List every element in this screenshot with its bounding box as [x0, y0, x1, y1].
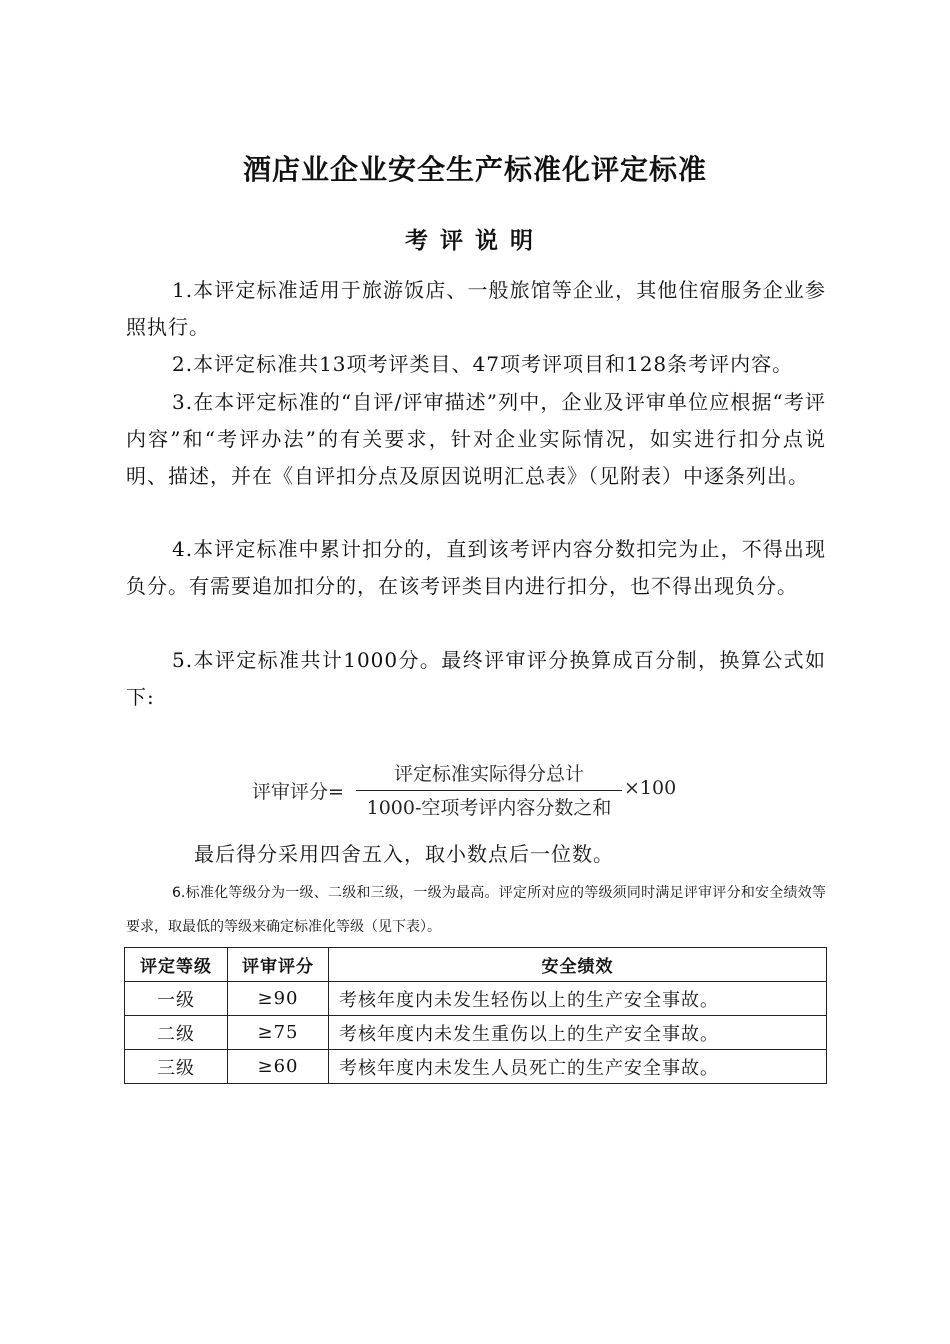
cell-performance: 考核年度内未发生轻伤以上的生产安全事故。 — [329, 982, 827, 1016]
formula-rhs: ×100 — [624, 777, 677, 799]
cell-score: ≥60 — [228, 1050, 329, 1084]
paragraph-3: 3.在本评定标准的“自评/评审描述”列中，企业及评审单位应根据“考评内容”和“考评办法”的有关要求，针对企业实际情况，如实进行扣分点说明、描述，并在《自评扣分点及原因说明汇总表》（见附表）中逐条列出。 — [126, 390, 826, 488]
header-performance: 安全绩效 — [329, 948, 827, 982]
table-row — [125, 1016, 827, 1050]
fraction-bar — [356, 790, 622, 791]
table-row — [125, 982, 827, 1016]
paragraph-4: 4.本评定标准中累计扣分的，直到该考评内容分数扣完为止，不得出现负分。有需要追加扣分的，在该考评类目内进行扣分，也不得出现负分。 — [126, 537, 826, 598]
cell-grade: 二级 — [125, 1016, 228, 1050]
cell-performance: 考核年度内未发生人员死亡的生产安全事故。 — [329, 1050, 827, 1084]
rounding-note: 最后得分采用四舍五入，取小数点后一位数。 — [194, 842, 614, 866]
header-grade: 评定等级 — [125, 948, 228, 982]
cell-performance: 考核年度内未发生重伤以上的生产安全事故。 — [329, 1016, 827, 1050]
cell-grade: 三级 — [125, 1050, 228, 1084]
formula-numerator: 评定标准实际得分总计 — [393, 763, 584, 785]
grade-note: 6.标准化等级分为一级、二级和三级，一级为最高。评定所对应的等级须同时满足评审评分和安全绩效等要求，取最低的等级来确定标准化等级（见下表）。 — [126, 885, 826, 935]
grade-table — [124, 947, 827, 1084]
header-score: 评审评分 — [228, 948, 329, 982]
cell-grade: 一级 — [125, 982, 228, 1016]
formula-denominator: 1000-空项考评内容分数之和 — [366, 797, 612, 819]
paragraph-5: 5.本评定标准共计1000分。最终评审评分换算成百分制，换算公式如下: — [126, 648, 826, 709]
section-subtitle: 考评说明 — [405, 228, 545, 254]
cell-score: ≥75 — [228, 1016, 329, 1050]
document-title: 酒店业企业安全生产标准化评定标准 — [242, 153, 707, 186]
table-row — [125, 1050, 827, 1084]
paragraph-1: 1.本评定标准适用于旅游饭店、一般旅馆等企业，其他住宿服务企业参照执行。 — [126, 278, 826, 339]
score-formula — [252, 760, 712, 824]
cell-score: ≥90 — [228, 982, 329, 1016]
formula-lhs: 评审评分= — [252, 781, 344, 803]
paragraph-2: 2.本评定标准共13项考评类目、47项考评项目和128条考评内容。 — [172, 352, 794, 376]
formula-fraction — [356, 760, 622, 822]
table-header-row — [125, 948, 827, 982]
